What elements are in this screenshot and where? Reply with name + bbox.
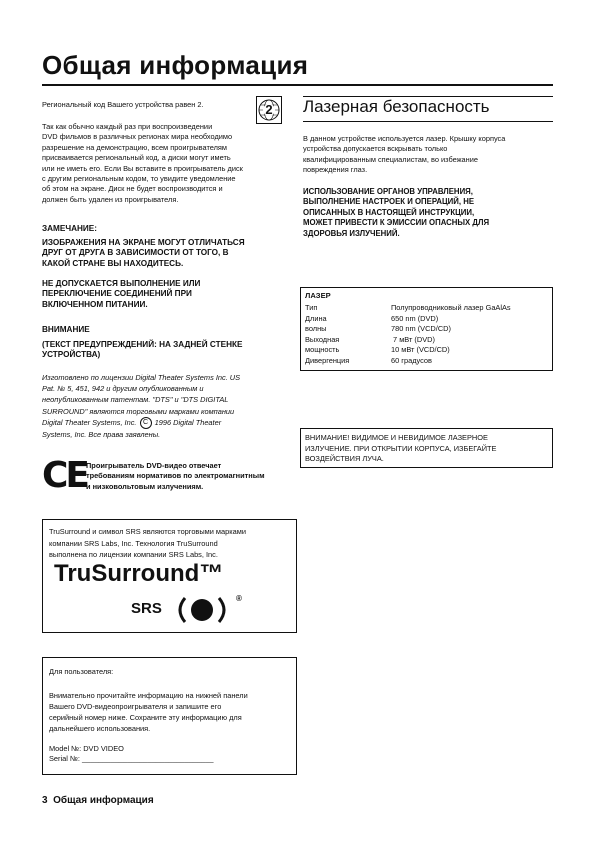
user-box-text: Внимательно прочитайте информацию на нижней панели Вашего DVD-видеопроигрывателя и запишите его серийный номер ниже. Сохраните эту информацию для дальнейшего использования. [49,691,248,733]
region-paragraph: Так как обычно каждый раз при воспроизведении DVD фильмов в различных регионах мира необходимо разрешение на демонстрацию, всем проигрывателям присваивается региональный код, а диски могут иметь или не иметь его. Если Вы вставите в проигрыватель диск с другим региональным кодом, то увидите уведомление об этом на экране. Диск не будет воспроизводится и должен быть удален из проигрывателя. [42,122,243,204]
registered-mark: ® [236,594,242,603]
ce-mark-icon: CE [42,455,88,496]
laser-spec-row: волны 780 nm (VCD/CD) [305,324,451,333]
laser-safety-heading: Лазерная безопасность [303,97,490,116]
page-number: 3 [42,795,48,806]
power-warning: НЕ ДОПУСКАЕТСЯ ВЫПОЛНЕНИЕ ИЛИ ПЕРЕКЛЮЧЕНИЕ СОЕДИНЕНИЙ ПРИ ВКЛЮЧЕННОМ ПИТАНИИ. [42,279,201,309]
model-number: Model №: DVD VIDEO [49,744,124,753]
user-info-box [42,657,297,775]
page-title: Общая информация [42,50,309,80]
title-rule [42,84,553,86]
copyright-icon: C [140,417,152,429]
ce-compliance-text: Проигрыватель DVD-видео отвечает требованиям нормативов по электромагнитным и низковольтовым излучениям. [86,461,265,491]
dts-license-text: Изготовлено по лицензии Digital Theater Systems Inc. US Pat. № 5, 451, 942 и другим опубликованным и неопубликованным патентам. "DTS" и "DTS DIGITAL SURROUND" являются торговыми марками компании Digital Theater Systems, Inc. C 1996 Digital Theater Systems, Inc. Все права заявлены. [42,373,241,439]
note-text: ИЗОБРАЖЕНИЯ НА ЭКРАНЕ МОГУТ ОТЛИЧАТЬСЯ ДРУГ ОТ ДРУГА В ЗАВИСИМОСТИ ОТ ТОГО, В КАКОЙ СТРАНЕ ВЫ НАХОДИТЕСЬ. [42,238,245,268]
laser-spec-table [305,303,550,369]
page-footer [42,795,154,806]
footer-title: Общая информация [53,795,154,806]
attention-label: ВНИМАНИЕ [42,325,90,334]
attention-text: (ТЕКСТ ПРЕДУПРЕЖДЕНИЙ: НА ЗАДНЕЙ СТЕНКЕ УСТРОЙСТВА) [42,340,243,360]
laser-caution-text: ИСПОЛЬЗОВАНИЕ ОРГАНОВ УПРАВЛЕНИЯ, ВЫПОЛНЕНИЕ НАСТРОЕК И ОПЕРАЦИЙ, НЕ ОПИСАННЫХ В НАСТОЯЩЕЙ ИНСТРУКЦИИ, МОЖЕТ ПРИВЕСТИ К ЭМИССИИ ОПАСНЫХ ДЛЯ ЗДОРОВЬЯ ИЗЛУЧЕНИЙ. [303,187,490,238]
laser-spec-row: Дивергенция 60 градусов [305,355,432,365]
laser-spec-row: Выходная 7 мВт (DVD) [305,334,435,344]
trusurround-logo: TruSurround™ [54,560,224,587]
laser-spec-box [300,287,553,371]
srs-symbol-icon [171,595,241,625]
laser-spec-row: мощность 10 мВт (VCD/CD) [305,345,450,354]
radiation-warning-box [300,428,553,468]
laser-spec-title: ЛАЗЕР [305,291,331,300]
serial-number-field: Serial №: ________________________________ [49,754,214,763]
user-box-title: Для пользователя: [49,667,114,676]
section-rule-bottom [303,121,553,122]
laser-spec-row: Тип Полупроводниковый лазер GaAlAs [305,303,511,312]
laser-intro-text: В данном устройстве используется лазер. Крышку корпуса устройства допускается вскрывать только квалифицированным специалистам, во избежание повреждения глаз. [303,134,506,175]
laser-spec-row: Длина 650 nm (DVD) [305,313,439,323]
srs-trademark-text: TruSurround и символ SRS являются торговыми марками компании SRS Labs, Inc. Технология TruSurround выполнена по лицензии компании SRS Labs, Inc. [49,527,246,559]
srs-logo [131,595,251,625]
region-code-text: Региональный код Вашего устройства равен 2. [42,100,204,109]
note-label: ЗАМЕЧАНИЕ: [42,224,97,233]
srs-logo-text: SRS [131,600,162,617]
radiation-warning-text: ВНИМАНИЕ! ВИДИМОЕ И НЕВИДИМОЕ ЛАЗЕРНОЕ ИЗЛУЧЕНИЕ. ПРИ ОТКРЫТИИ КОРПУСА, ИЗБЕГАЙТЕ ВОЗДЕЙСТВИЯ ЛУЧА. [305,433,497,464]
region-2-icon [256,96,282,124]
srs-trademark-box [42,519,297,633]
region-number: 2 [265,102,273,117]
